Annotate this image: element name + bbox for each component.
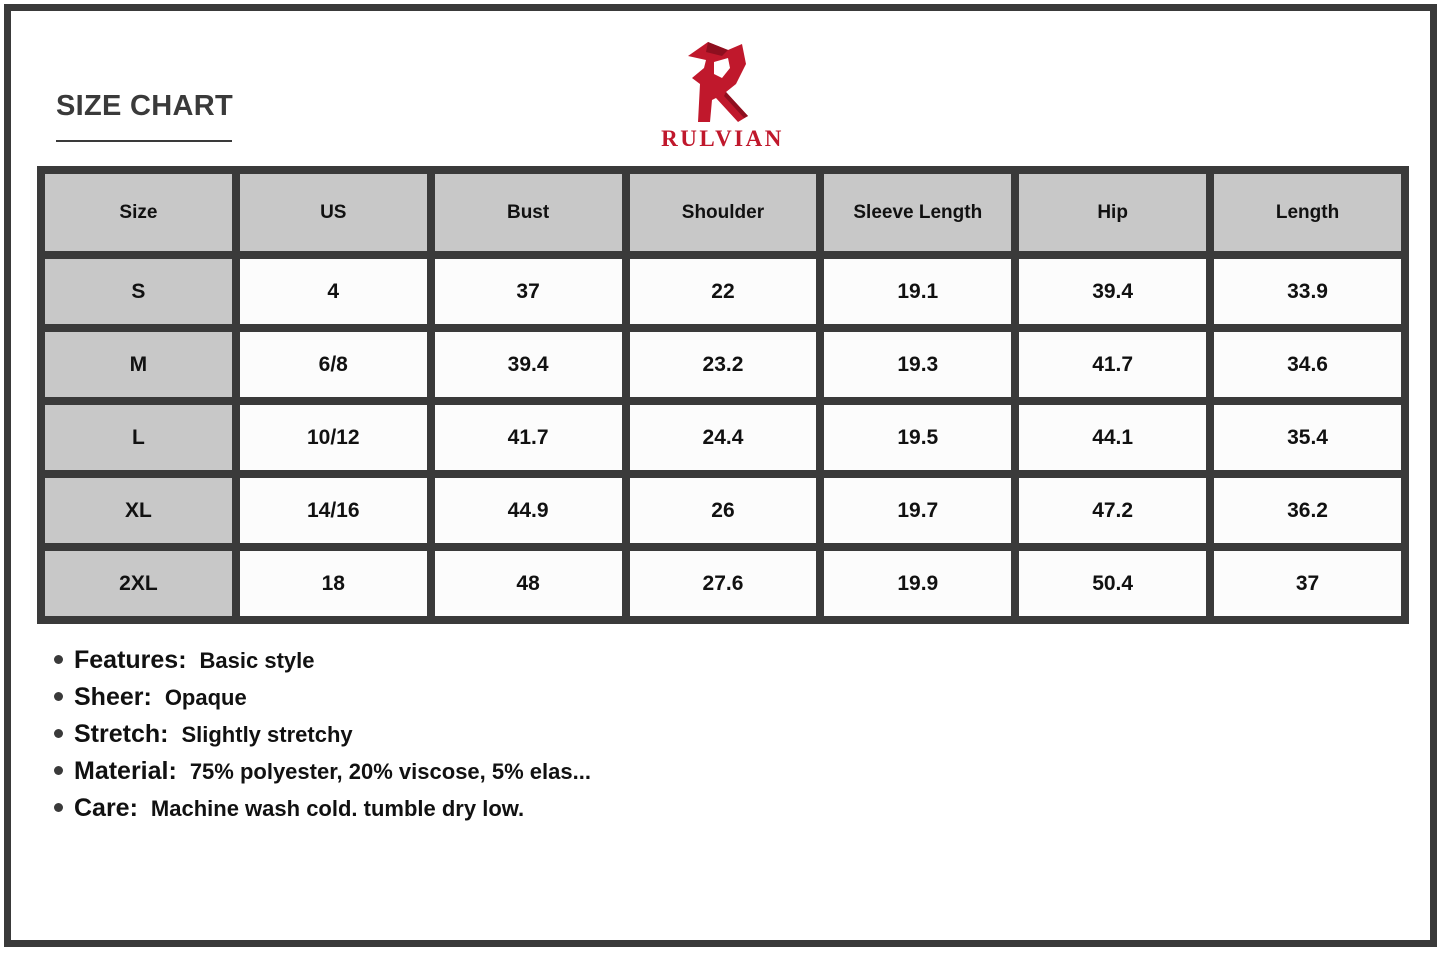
feature-value: 75% polyester, 20% viscose, 5% elas... bbox=[189, 759, 591, 784]
title-underline bbox=[56, 140, 232, 142]
hip-cell: 50.4 bbox=[1019, 551, 1206, 616]
header-shoulder: Shoulder bbox=[630, 174, 817, 251]
bullet-icon bbox=[54, 655, 63, 664]
hip-cell: 47.2 bbox=[1019, 478, 1206, 543]
table-row bbox=[45, 551, 1401, 616]
us-cell: 6/8 bbox=[240, 332, 427, 397]
bust-cell: 37 bbox=[435, 259, 622, 324]
hip-cell: 41.7 bbox=[1019, 332, 1206, 397]
product-features-list bbox=[54, 646, 591, 831]
bullet-icon bbox=[54, 692, 63, 701]
bullet-icon bbox=[54, 766, 63, 775]
us-cell: 14/16 bbox=[240, 478, 427, 543]
header-length: Length bbox=[1214, 174, 1401, 251]
header-us: US bbox=[240, 174, 427, 251]
brand-name: RULVIAN bbox=[661, 126, 784, 151]
feature-label: Care: bbox=[74, 794, 138, 822]
feature-label: Stretch: bbox=[74, 720, 169, 748]
feature-item-features bbox=[54, 646, 591, 683]
feature-item-stretch bbox=[54, 720, 591, 757]
table-row bbox=[45, 478, 1401, 543]
size-cell: M bbox=[45, 332, 232, 397]
length-cell: 36.2 bbox=[1214, 478, 1401, 543]
length-cell: 37 bbox=[1214, 551, 1401, 616]
length-cell: 35.4 bbox=[1214, 405, 1401, 470]
hip-cell: 44.1 bbox=[1019, 405, 1206, 470]
feature-value: Slightly stretchy bbox=[181, 722, 353, 747]
shoulder-cell: 23.2 bbox=[630, 332, 817, 397]
feature-item-care bbox=[54, 794, 591, 831]
sleeve-length-cell: 19.9 bbox=[824, 551, 1011, 616]
shoulder-cell: 26 bbox=[630, 478, 817, 543]
bust-cell: 41.7 bbox=[435, 405, 622, 470]
header-sleeve-length: Sleeve Length bbox=[824, 174, 1011, 251]
table-row bbox=[45, 259, 1401, 324]
table-row bbox=[45, 332, 1401, 397]
table-row bbox=[45, 405, 1401, 470]
feature-item-material bbox=[54, 757, 591, 794]
feature-value: Basic style bbox=[199, 648, 315, 673]
shoulder-cell: 27.6 bbox=[630, 551, 817, 616]
header-hip: Hip bbox=[1019, 174, 1206, 251]
table-header-row bbox=[45, 174, 1401, 251]
stylized-r-logo-icon bbox=[686, 38, 762, 124]
size-table bbox=[37, 166, 1409, 624]
feature-value: Machine wash cold. tumble dry low. bbox=[150, 796, 525, 821]
feature-value: Opaque bbox=[164, 685, 247, 710]
bullet-icon bbox=[54, 803, 63, 812]
bust-cell: 39.4 bbox=[435, 332, 622, 397]
us-cell: 4 bbox=[240, 259, 427, 324]
us-cell: 18 bbox=[240, 551, 427, 616]
size-cell: L bbox=[45, 405, 232, 470]
shoulder-cell: 24.4 bbox=[630, 405, 817, 470]
header-bust: Bust bbox=[435, 174, 622, 251]
us-cell: 10/12 bbox=[240, 405, 427, 470]
page-title: SIZE CHART bbox=[56, 90, 233, 122]
sleeve-length-cell: 19.3 bbox=[824, 332, 1011, 397]
feature-label: Features: bbox=[74, 646, 187, 674]
feature-label: Material: bbox=[74, 757, 177, 785]
bullet-icon bbox=[54, 729, 63, 738]
size-cell: XL bbox=[45, 478, 232, 543]
brand-logo bbox=[640, 38, 805, 153]
length-cell: 33.9 bbox=[1214, 259, 1401, 324]
size-cell: 2XL bbox=[45, 551, 232, 616]
bust-cell: 48 bbox=[435, 551, 622, 616]
shoulder-cell: 22 bbox=[630, 259, 817, 324]
sleeve-length-cell: 19.5 bbox=[824, 405, 1011, 470]
feature-label: Sheer: bbox=[74, 683, 152, 711]
length-cell: 34.6 bbox=[1214, 332, 1401, 397]
hip-cell: 39.4 bbox=[1019, 259, 1206, 324]
bust-cell: 44.9 bbox=[435, 478, 622, 543]
header-size: Size bbox=[45, 174, 232, 251]
sleeve-length-cell: 19.1 bbox=[824, 259, 1011, 324]
feature-item-sheer bbox=[54, 683, 591, 720]
size-cell: S bbox=[45, 259, 232, 324]
sleeve-length-cell: 19.7 bbox=[824, 478, 1011, 543]
